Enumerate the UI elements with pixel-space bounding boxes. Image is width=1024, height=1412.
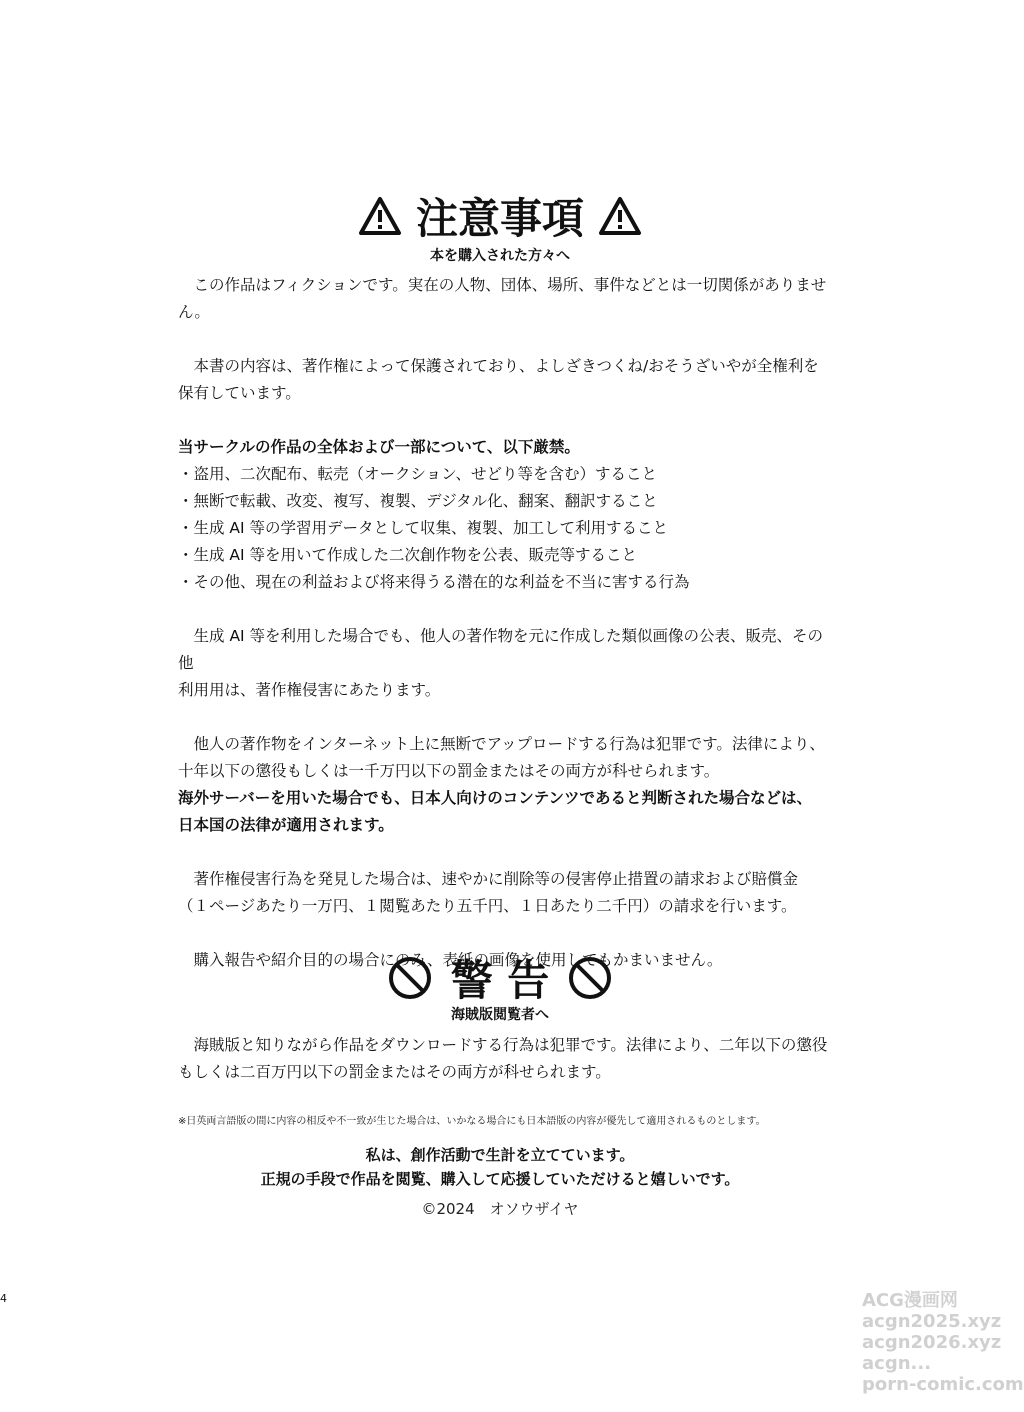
ban-item: ・その他、現在の利益および将来得うる潜在的な利益を不当に害する行為 [178, 573, 690, 591]
fiction-disclaimer: この作品はフィクションです。実在の人物、団体、場所、事件などとは一切関係がありません。 [178, 276, 827, 321]
warning-heading [0, 950, 1000, 1006]
caution-subtitle: 本を購入された方々へ [430, 248, 570, 264]
ai-text: 生成 AI 等を利用した場合でも、他人の著作物を元に作成した類似画像の公表、販売、その他 [178, 627, 824, 672]
caution-body [178, 272, 828, 974]
ban-item: ・生成 AI 等を用いて作成した二次創作物を公表、販売等すること [178, 546, 638, 564]
ban-item: ・無断で転載、改変、複写、複製、デジタル化、翻案、翻訳すること [178, 492, 658, 510]
overseas-text: 海外サーバーを用いた場合でも、日本人向けのコンテンツであると判断された場合などは、 [178, 789, 812, 807]
overseas-text: 日本国の法律が適用されます。 [178, 816, 394, 834]
piracy-text: 海賊版と知りながら作品をダウンロードする行為は犯罪です。法律により、二年以下の懲役 [193, 1036, 828, 1054]
cover-usage-text: 購入報告や紹介目的の場合にのみ、表紙の画像を使用してもかまいません。 [193, 951, 723, 969]
ban-heading: 当サークルの作品の全体および一部について、以下厳禁。 [178, 438, 580, 456]
caution-heading [0, 188, 1000, 244]
watermark [862, 1290, 1024, 1395]
closing-line: 正規の手段で作品を閲覧、購入して応援していただけると嬉しいです。 [260, 1170, 740, 1188]
watermark-line: acgn... [862, 1353, 932, 1374]
upload-text: 十年以下の懲役もしくは一千万円以下の罰金またはその両方が科せられます。 [178, 762, 720, 780]
watermark-line: acgn2026.xyz [862, 1332, 1002, 1353]
piracy-text: もしくは二百万円以下の罰金またはその両方が科せられます。 [178, 1063, 611, 1081]
warning-body [178, 1032, 828, 1086]
page-number: 4 [0, 1292, 7, 1305]
warning-title: 警 告 [450, 956, 550, 1005]
ban-item: ・生成 AI 等の学習用データとして収集、複製、加工して利用すること [178, 519, 669, 537]
watermark-line: ACG漫画网 [862, 1290, 958, 1311]
upload-text: 他人の著作物をインターネット上に無断でアップロードする行為は犯罪です。法律により、 [193, 735, 825, 753]
damages-text: （１ページあたり一万円、１閲覧あたり五千円、１日あたり二千円）の請求を行います。 [178, 897, 797, 915]
closing-line: 私は、創作活動で生計を立てています。 [365, 1146, 635, 1164]
copyright-text: 本書の内容は、著作権によって保護されており、よしざきつくね/おそうざいやが全権利を [193, 357, 819, 375]
closing-message [0, 1143, 1000, 1191]
copyright-text: 保有しています。 [178, 384, 301, 402]
warning-triangle-icon [358, 196, 402, 236]
ai-text: 利用用は、著作権侵害にあたります。 [178, 681, 441, 699]
ban-item: ・盗用、二次配布、転売（オークション、せどり等を含む）すること [178, 465, 657, 483]
watermark-line: acgn2025.xyz [862, 1311, 1002, 1332]
warning-subtitle: 海賊版閲覧者へ [451, 1007, 549, 1023]
damages-text: 著作権侵害行為を発見した場合は、速やかに削除等の侵害停止措置の請求および賠償金 [193, 870, 799, 888]
warning-triangle-icon [598, 196, 642, 236]
copyright-notice: ©2024 オソウザイヤ [421, 1200, 579, 1218]
caution-title: 注意事項 [415, 194, 584, 243]
prohibited-icon [567, 955, 613, 1001]
language-note: ※日英両言語版の間に内容の相反や不一致が生じた場合は、いかなる場合にも日本語版の内容が優先して適用されるものとします。 [178, 1116, 766, 1127]
watermark-line: porn-comic.com [862, 1374, 1024, 1395]
prohibited-icon [387, 955, 433, 1001]
